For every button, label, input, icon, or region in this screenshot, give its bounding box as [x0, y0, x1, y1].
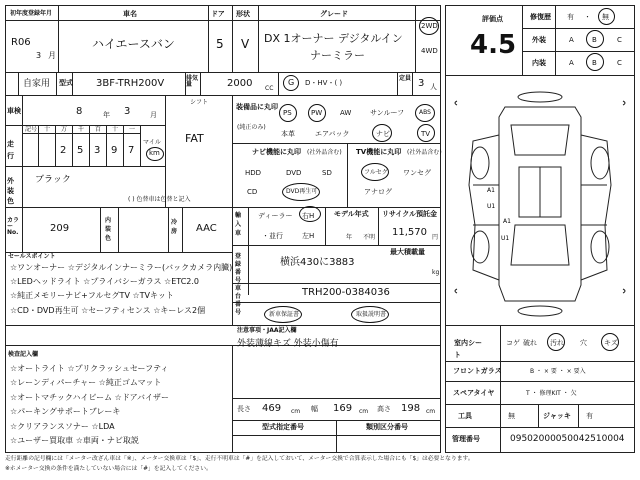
navi-item: SD — [322, 169, 332, 177]
damage-mark: A1 — [503, 218, 511, 225]
interior-grade-c: C — [617, 59, 622, 67]
color-code: 209 — [50, 223, 70, 234]
checked-item-line: ☆レーンディパーチャー ☆純正ゴムマット — [10, 378, 162, 387]
equip-item: PW — [311, 109, 323, 117]
damage-mark: U1 — [487, 203, 496, 210]
displacement-label: 排気量 — [186, 75, 199, 88]
model-type: 3BF-TRH200V — [96, 78, 165, 89]
seat-item: キズ — [604, 339, 618, 347]
import-left: 左H — [302, 232, 315, 240]
navi-subtitle: (社外品含む) — [307, 149, 342, 156]
model-year-label: モデル年式 — [334, 210, 369, 218]
exterior-note: ( ) 色替車は色替と記入 — [128, 196, 191, 203]
type-label: 型式 — [59, 79, 73, 87]
selling-point-line: ☆CD・DVD再生可 ☆セーフティセンス ☆キーレス2個 — [10, 306, 206, 315]
car-diagram — [445, 75, 635, 325]
spare-label: スペアタイヤ — [453, 389, 495, 397]
tv-item: フルセグ — [364, 169, 388, 176]
width-label: 幅 — [311, 405, 318, 413]
exterior-grade-b: B — [592, 36, 597, 44]
shift-label: シフト — [190, 99, 209, 106]
mileage-label: 走行 — [7, 140, 14, 160]
jack: 有 — [586, 412, 593, 420]
score-value: 4.5 — [470, 30, 517, 60]
exterior-grade-c: C — [617, 36, 622, 44]
mileage-unit-km: km — [149, 149, 160, 157]
mileage-digit: 9 — [111, 145, 118, 156]
checked-items-title: 検査記入欄 — [8, 351, 39, 358]
digit-header: 百 — [95, 126, 102, 133]
model-label: 車名 — [123, 10, 137, 18]
checked-item-line: ☆パーキングサポートブレーキ — [10, 407, 121, 416]
type-code-label: 型式指定番号 — [262, 423, 304, 431]
repair-label: 修復歴 — [530, 13, 551, 21]
color-code-label: カラーNo. — [7, 217, 20, 236]
inspection-month-unit: 月 — [150, 111, 157, 119]
equip-item: TV — [421, 130, 431, 138]
plate-label: 登録番号 — [235, 253, 242, 284]
model-name: ハイエースバン — [92, 37, 175, 51]
tools: 無 — [508, 412, 515, 420]
capacity-label: 定員 — [399, 75, 412, 82]
shift-value: FAT — [185, 132, 204, 145]
capacity-unit: 人 — [430, 83, 437, 91]
drive-2wd: 2WD — [421, 22, 438, 30]
tools-label: 工具 — [458, 412, 472, 420]
seat-item: 汚れ — [550, 339, 564, 347]
control-number-label: 管理番号 — [452, 435, 480, 443]
plate-number: 横浜430に3883 — [280, 257, 355, 268]
footer-note: 走行距離の記号欄には「メーター改ざん車は「※」、メーター交換車は「$」、走行不明車は「#」を記入しておいて、メーター交換で合算表示した場合にも「$」は必要となります。 — [5, 456, 474, 462]
equip-item: ナビ — [376, 130, 390, 138]
glass-label: フロントガラス — [453, 367, 502, 375]
equipment-title: 装備品に丸印 — [236, 103, 278, 111]
control-number: 09502000050042510004 — [510, 434, 625, 444]
import-parallel: ・並行 — [262, 232, 283, 240]
inspector-notes: 外装薄線キズ 外装小傷有 — [237, 339, 339, 349]
class-code-label: 類別区分番号 — [366, 423, 408, 431]
digit-header: 千 — [78, 126, 85, 133]
equipment-subtitle: (純正のみ) — [237, 124, 266, 131]
damage-mark: U1 — [501, 235, 510, 242]
equip-item: 本革 — [281, 130, 295, 138]
navi-item: HDD — [245, 169, 262, 177]
cc-unit: CC — [265, 85, 274, 92]
navi-item: DVD — [286, 169, 302, 177]
repair-no: 無 — [602, 13, 609, 21]
mileage-digit: 3 — [94, 145, 101, 156]
shape-label: 形状 — [236, 10, 250, 18]
recycle-label: リサイクル預託金 — [382, 210, 438, 218]
selling-point-line: ☆純正メモリーナビ+フルセグTV ☆TVキット — [10, 291, 174, 300]
glass-items: B ・ × 要 ・ × 要入 — [530, 368, 586, 375]
recycle-unit: 円 — [432, 234, 439, 241]
checked-item-line: ☆ユーザー買取車 ☆車両・ナビ取説 — [10, 436, 139, 445]
grade-label: グレード — [320, 10, 348, 18]
mileage-digit: 2 — [60, 145, 67, 156]
jack-label: ジャッキ — [543, 412, 571, 420]
grade-line2: ナーミラー — [310, 49, 365, 62]
repair-yes: 有 — [567, 13, 574, 21]
doors: 5 — [216, 37, 224, 51]
mileage-unit-mile: マイル — [143, 139, 161, 146]
warranty-book: 新車保証書 — [269, 311, 300, 318]
selling-points-title: セールスポイント — [8, 253, 56, 260]
chassis-label: 車台番号 — [235, 285, 242, 316]
equip-item: エアバック — [315, 130, 350, 138]
aircon-label: 冷房 — [171, 219, 178, 235]
inspection-label: 車検 — [7, 107, 21, 115]
height: 198 — [401, 403, 421, 414]
repair-separator: ・ — [584, 13, 591, 21]
grade-line1: DX 1オーナー デジタルイン — [264, 32, 403, 45]
footer-note: ※ホメーター交換の条件を満たしていない場合には「#」を記入してください。 — [5, 466, 212, 472]
inspection-year-unit: 年 — [103, 111, 110, 119]
length-unit: cm — [291, 408, 301, 415]
tv-item: ワンセグ — [403, 169, 431, 177]
digit-header: 万 — [61, 126, 68, 133]
equip-item: PS — [283, 109, 292, 117]
exterior-grade-a: A — [569, 36, 574, 44]
doors-label: ドア — [211, 10, 225, 18]
interior-color-label: 内装色 — [105, 217, 112, 242]
width-unit: cm — [359, 408, 369, 415]
spare-items: T ・ 修理KIT ・ 欠 — [526, 390, 577, 397]
model-year-unknown: 不明 — [363, 234, 376, 241]
tv-item: アナログ — [364, 188, 392, 196]
tv-subtitle: (社外品含む) — [407, 149, 442, 156]
navi-title: ナビ機能に丸印 — [252, 148, 301, 156]
digit-header: 一 — [129, 126, 136, 133]
drive-4wd: 4WD — [421, 47, 438, 55]
aircon: AAC — [196, 223, 217, 234]
maxload-unit: kg — [432, 269, 440, 276]
seat-item: 破れ — [523, 339, 537, 347]
navi-item: DVD再生可 — [286, 188, 318, 195]
interior-grade-b: B — [592, 59, 597, 67]
digit-header: 十 — [44, 126, 51, 133]
score-label: 評価点 — [482, 15, 503, 23]
length-label: 長さ — [237, 405, 251, 413]
manual-book: 取扱説明書 — [356, 311, 387, 318]
inspection-year: 8 — [76, 106, 83, 117]
checked-item-line: ☆オートライト ☆プリクラッシュセーフティ — [10, 364, 169, 373]
checked-item-line: ☆オートマチックハイビーム ☆ドアバイザー — [10, 393, 169, 402]
import-label: 輸入車 — [235, 212, 242, 237]
checked-item-line: ☆クリアランスソナー ☆LDA — [10, 422, 115, 431]
seat-item: 穴 — [580, 339, 587, 347]
digit-header: 十 — [112, 126, 119, 133]
equip-item: サンルーフ — [370, 109, 405, 117]
seat-label: 室内シート — [454, 339, 482, 359]
mileage-digit: 5 — [77, 145, 84, 156]
recycle-amount: 11,570 — [392, 227, 427, 238]
shape: V — [241, 37, 250, 51]
selling-point-line: ☆LEDヘッドライト ☆プライバシーガラス ☆ETC2.0 — [10, 277, 200, 286]
reg-year: R06 — [11, 37, 31, 48]
model-year-unit: 年 — [346, 234, 353, 241]
damage-mark: A1 — [487, 187, 495, 194]
inspector-notes-title: 注意事項・JAA記入欄 — [237, 327, 297, 334]
exterior-grade-label: 外装 — [532, 36, 546, 44]
height-label: 高さ — [377, 405, 391, 413]
mileage-note-label: 記号 — [25, 126, 38, 133]
displacement: 2000 — [227, 78, 253, 89]
length: 469 — [262, 403, 282, 414]
fuel-g: G — [288, 78, 295, 87]
reg-month: 3 — [36, 51, 42, 60]
month-unit: 月 — [48, 51, 56, 60]
fuel-options: D・HV・( ) — [305, 79, 343, 87]
height-unit: cm — [426, 408, 436, 415]
tv-title: TV機能に丸印 — [356, 148, 402, 156]
capacity: 3 — [418, 78, 425, 89]
maxload-label: 最大積載量 — [390, 248, 425, 256]
chassis-number: TRH200-0384036 — [302, 287, 390, 298]
equip-item: AW — [340, 109, 352, 117]
equip-item: ABS — [419, 109, 431, 116]
interior-grade-a: A — [569, 59, 574, 67]
exterior-label: 外装色 — [7, 177, 14, 205]
reg-year-label: 初年度登録年月 — [10, 10, 53, 17]
interior-grade-label: 内装 — [532, 59, 546, 67]
import-dealer: ディーラー — [258, 212, 293, 220]
inspection-month: 3 — [124, 106, 131, 117]
seat-item: コゲ — [506, 339, 520, 347]
selling-point-line: ☆ワンオーナー ☆デジタルインナーミラー(バックカメラ内臓) — [10, 263, 233, 272]
exterior-color: ブラック — [35, 175, 71, 185]
use-type: 自家用 — [23, 79, 51, 89]
width: 169 — [333, 403, 353, 414]
import-right: 右H — [302, 212, 315, 220]
mileage-digit: 7 — [128, 145, 135, 156]
navi-item: CD — [247, 188, 258, 196]
